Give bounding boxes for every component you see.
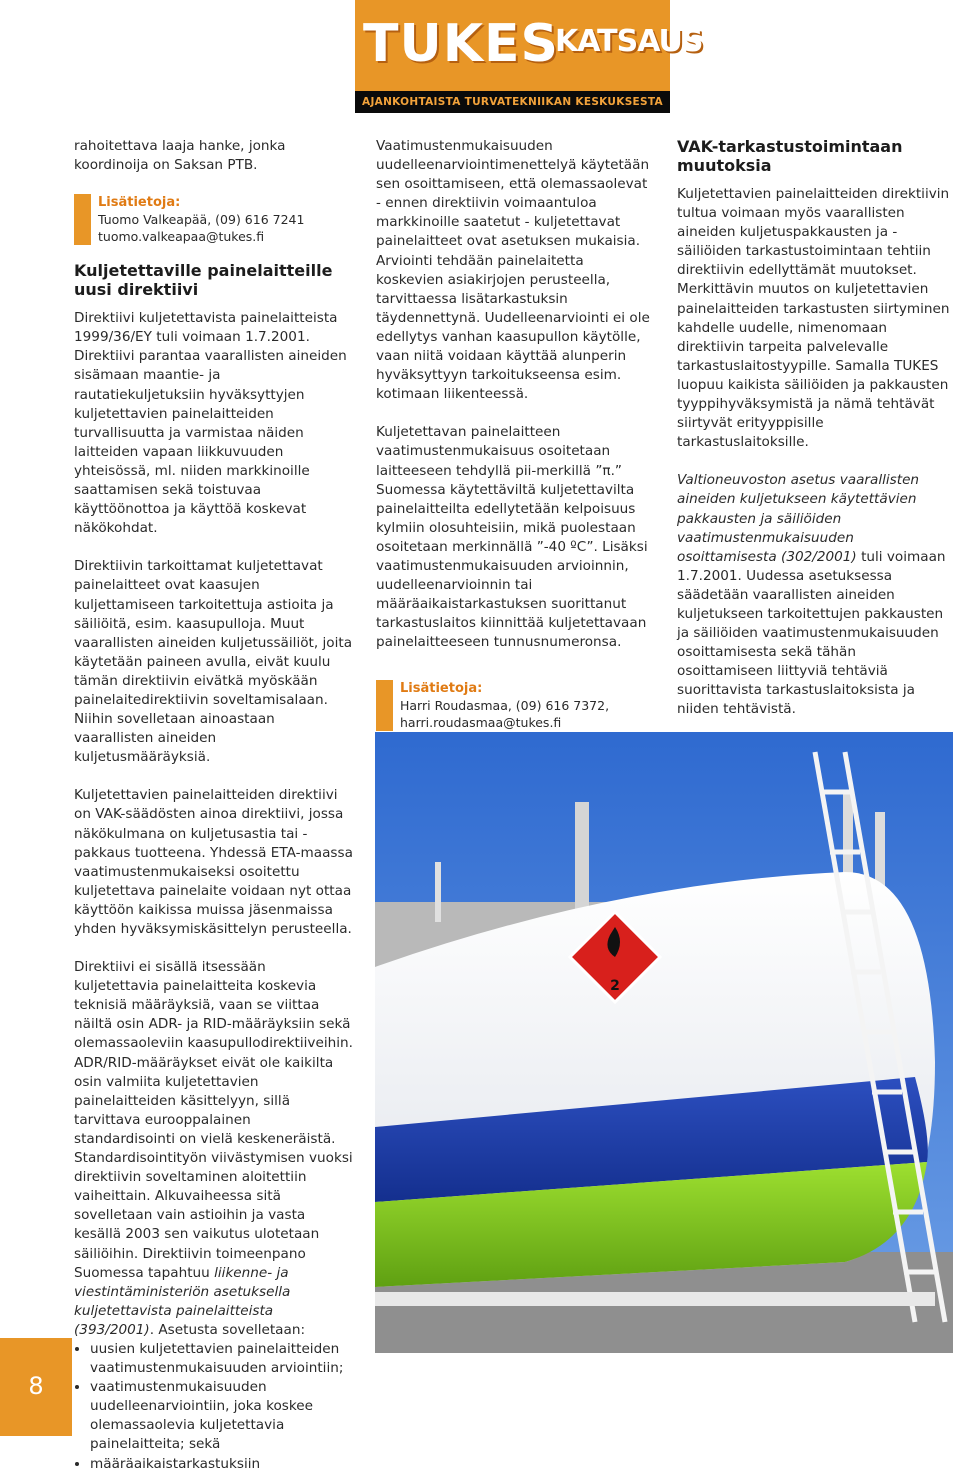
logo-tagline: AJANKOHTAISTA TURVATEKNIIKAN KESKUKSESTA (355, 91, 670, 113)
contact-email[interactable]: harri.roudasmaa@tukes.fi (400, 715, 562, 731)
tank-base-frame (375, 1292, 935, 1306)
scope-list (74, 1340, 354, 1474)
list-item: • uusien kuljetettavien painelaitteiden vaatimustenmukaisuuden arviointiin; (90, 1340, 354, 1378)
tukes-katsaus-logo (355, 0, 703, 113)
logo-sub-text: KATSAUS (555, 24, 703, 59)
logo-main-text: TUKES (363, 14, 559, 74)
col2-paragraph-2: Kuljetettavan painelaitteen vaatimustenmukaisuus osoitetaan laitteeseen tehdyllä pii-merkillä ”π.” Suomessa käytettäviltä kuljetettavilta painelaitteilta edellytetään kelpoisuus kylmiin olosuhteisiin, mikä puolestaan osoitetaan merkinnällä ”-40 ºC”. Lisäksi vaatimustenmukaisuuden arvioinnin, uudelleenarvioinnin tai määräaikaistarkastuksen suorittanut tarkastuslaitos kiinnittää kuljetettavaan painelaitteeseen tunnusnumeronsa. (376, 424, 648, 651)
list-item: • vaatimustenmukaisuuden uudelleenarviointiin, joka koskee olemassaolevia kuljetettavia painelaitteita; sekä (90, 1378, 354, 1454)
col3-paragraph-1: Kuljetettavien painelaitteiden direktiivin tultua voimaan myös vaarallisten aineiden kuljetuspakkausten ja -säiliöiden tarkastustoimintaan tehtiin direktiivin edellyttämät muutokset. Merkittävin muutos on kuljetettavien painelaitteiden tarkastusten siirtyminen kahdelle uudelle, nimenomaan direktiivin tarpeita palvelevalle tarkastuslaitostyypille. Samalla TUKES luopuu kaikista säiliöiden ja pakkausten tyyppihyväksymistä ja nämä tehtävät siirtyvät erityyppisille tarkastuslaitoksille. (677, 186, 950, 451)
contact-accent-bar (376, 680, 393, 731)
contact-name-phone: Tuomo Valkeapää, (09) 616 7241 (98, 212, 305, 228)
contact-title: Lisätietoja: (98, 195, 181, 211)
page-number: 8 (28, 1372, 44, 1400)
article-heading: Kuljetettaville painelaitteille uusi direktiivi (74, 261, 333, 300)
col1-p4-italic: liikenne- ja viestintäministeriön asetuksella kuljetettavista painelaitteista (393/2001) (74, 1264, 291, 1338)
list-item: • määräaikaistarkastuksiin (90, 1455, 354, 1474)
contact-box-2 (376, 680, 654, 731)
col1-paragraph-3: Kuljetettavien painelaitteiden direktiivi on VAK-säädösten ainoa direktiivi, jossa näkökulmana on kuljetusastia tai -pakkaus tuotteena. Yhdessä ETA-maassa vaatimustenmukaiseksi osoitettu kuljetettava painelaite voidaan nyt ottaa käyttöön kaikissa muissa jäsenmaissa yhden hyväksymiskäsittelyn perusteella. (74, 787, 353, 937)
contact-box-1 (74, 194, 354, 245)
col3-paragraph-2 (677, 471, 950, 719)
col1-p4-text-a: Direktiivi ei sisällä itsessään kuljetettavia painelaitteita koskevia teknisiä määräyksiä, vaan se viittaa näiltä osin ADR- ja RID-määräyksiin sekä olemassaoleviin kaasupullodirektiiveihin. ADR/RID-määräykset eivät ole kaikilta osin valmiita kuljetettavien painelaitteiden käsittelyyn, sillä tarvittava eurooppalainen standardisointi on vielä keskeneräistä. Standardisointityön viivästymisen vuoksi direktiivin soveltaminen aloitettiin vaiheittain. Alkuvaiheessa sitä sovelletaan vain astioihin ja vasta kesällä 2003 sen vaikutus ulotetaan säiliöihin. Direktiivin toimeenpano Suomessa tapahtuu (74, 959, 353, 1281)
hazard-class-number: 2 (610, 978, 620, 994)
contact-accent-bar (74, 194, 91, 245)
col1-paragraph-1: Direktiivi kuljetettavista painelaitteista 1999/36/EY tuli voimaan 1.7.2001. Direktiivi parantaa vaarallisten aineiden sisämaan maantie- ja rautatiekuljetuksiin hyväksyttyjen kuljetettavien painelaitteiden turvallisuutta ja varmistaa näiden laitteiden vapaan liikkuvuuden yhteisössä, ml. niiden markkinoille saattamisen sekä toistuvaa käyttöönottoa ja käyttöä koskevat näkökohdat. (74, 310, 347, 537)
col1-paragraph-2: Direktiivin tarkoittamat kuljetettavat painelaitteet ovat kaasujen kuljettamiseen tarkoitettuja astioita ja säiliöitä, esim. kaasupulloja. Muut vaarallisten aineiden kuljetussäiliöt, joita käytetään paineen avulla, eivät kuulu tämän direktiivin eivätkä myöskään painelaitedirektiivin soveltamisalaan. Niihin sovelletaan ainoastaan vaarallisten aineiden kuljetusmääräyksiä. (74, 558, 353, 766)
column-1 (74, 137, 354, 1474)
col1-p4-text-b: . Asetusta sovelletaan: (149, 1321, 306, 1338)
col1-paragraph-4 (74, 958, 354, 1340)
col3-p2-italic: Valtioneuvoston asetus vaarallisten aineiden kuljetukseen käytettävien pakkausten ja säiliöiden vaatimustenmukaisuuden osoittamisesta (302/2001) (677, 472, 920, 565)
pressure-tank-photo (375, 732, 953, 1353)
col2-paragraph-1: Vaatimustenmukaisuuden uudelleenarviointimenettelyä käytetään sen osoittamiseen, että olemassaolevat - ennen direktiivin voimaantuloa markkinoille saatetut - kuljetettavat painelaitteet ovat asetuksen mukaisia. Arviointi tehdään painelaitetta koskevien asiakirjojen perusteella, tarvittaessa lisätarkastuksin täydennettynä. Uudelleenarviointi ei ole edellytys vanhan kaasupullon käytölle, vaan niitä voidaan käyttää alunperin hyväksyttyyn tarkoitukseensa esim. kotimaan liikenteessä. (376, 138, 650, 403)
pipe-icon (435, 862, 441, 922)
column-3 (677, 137, 950, 796)
contact-name-phone: Harri Roudasmaa, (09) 616 7372, (400, 698, 610, 714)
contact-email[interactable]: tuomo.valkeapaa@tukes.fi (98, 229, 265, 245)
col1-intro: rahoitettava laaja hanke, jonka koordinoija on Saksan PTB. (74, 138, 286, 174)
col3-p2-rest: tuli voimaan 1.7.2001. Uudessa asetuksessa säädetään vaarallisten aineiden kuljetukseen tarkoitettujen pakkausten ja säiliöiden vaatimustenmukaisuuden osoittamisesta sekä tähän osoittamiseen liittyviä tehtäviä suorittavista tarkastuslaitoksista ja niiden tehtävistä. (677, 548, 946, 718)
column-2 (376, 137, 654, 747)
section-heading: VAK-tarkastustoimintaan muutoksia (677, 137, 903, 175)
contact-title: Lisätietoja: (400, 681, 483, 697)
